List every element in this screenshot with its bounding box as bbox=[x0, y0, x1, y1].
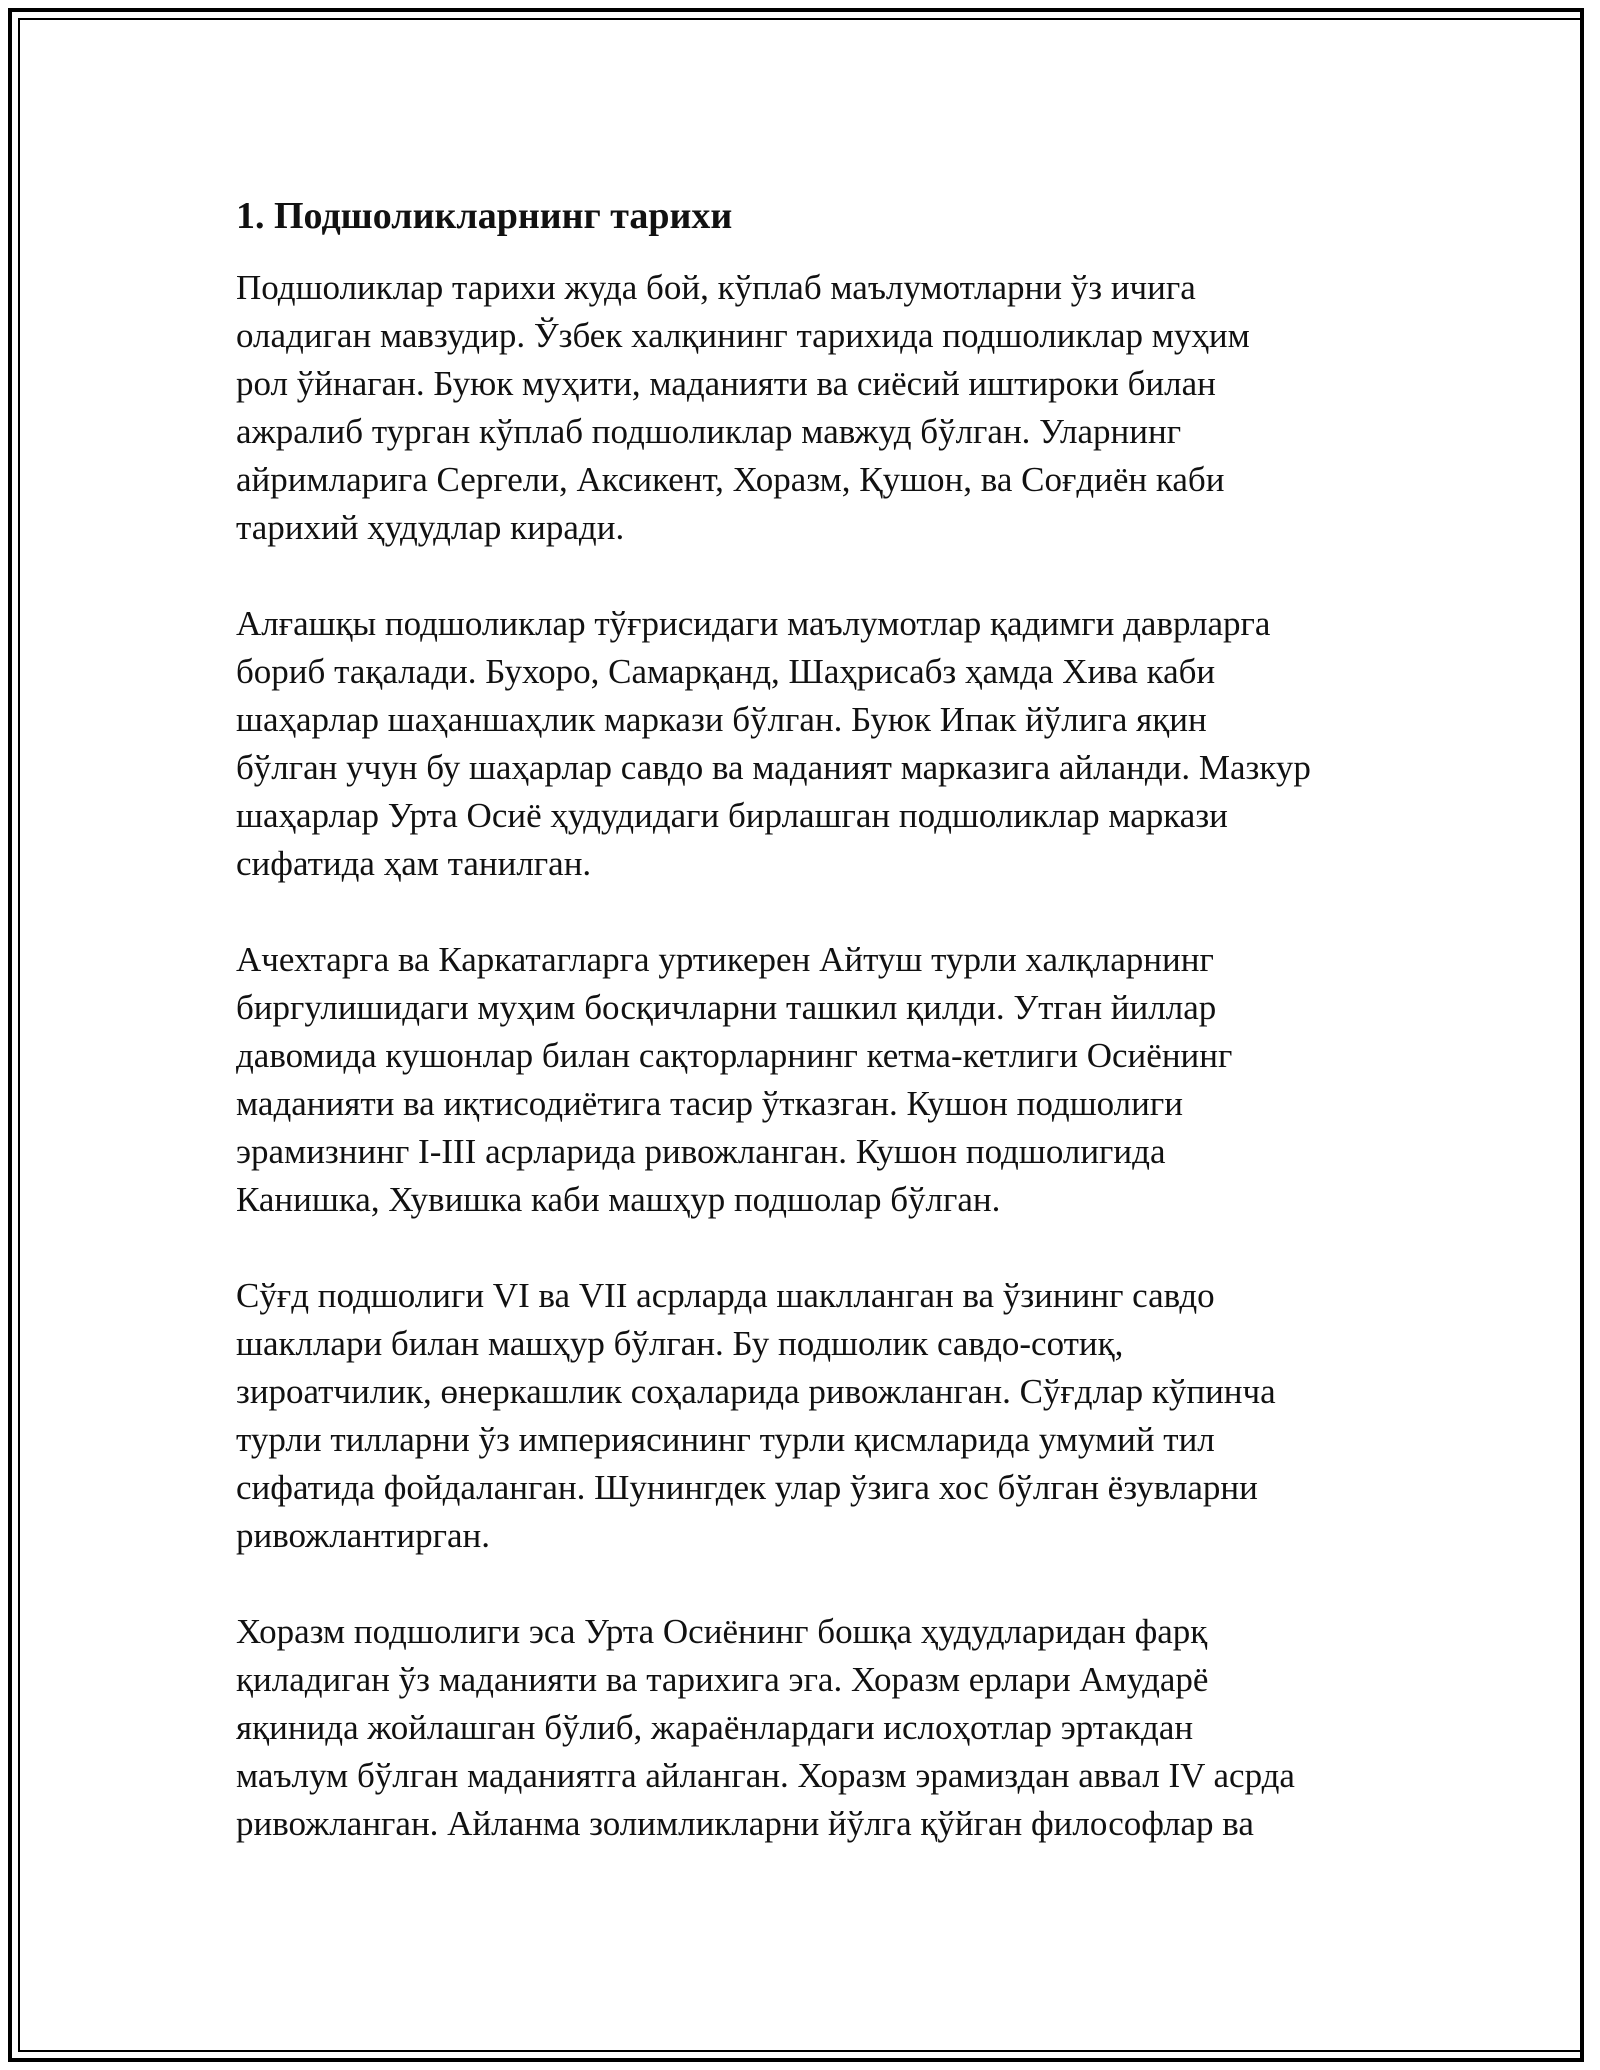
text-line: тарихий ҳудудлар киради. bbox=[236, 508, 625, 547]
text-line: Хоразм подшолиги эса Урта Осиёнинг бошқа ҳудудларидан фарқ bbox=[236, 1612, 1208, 1651]
text-line: давомида кушонлар билан сақторларнинг кетма-кетлиги Осиёнинг bbox=[236, 1036, 1233, 1075]
text-line: Сўғд подшолиги VI ва VII асрларда шаклланган ва ўзининг савдо bbox=[236, 1276, 1215, 1315]
text-line: Подшоликлар тарихи жуда бой, кўплаб маълумотларни ўз ичига bbox=[236, 268, 1196, 307]
text-line: шакллари билан машҳур бўлган. Бу подшолик савдо-сотиқ, bbox=[236, 1324, 1124, 1363]
text-line: зироатчилик, өнеркашлик соҳаларида ривожланган. Сўғдлар кўпинча bbox=[236, 1372, 1276, 1411]
text-line: бориб тақалади. Бухоро, Самарқанд, Шаҳрисабз ҳамда Хива каби bbox=[236, 652, 1216, 691]
text-line: рол ўйнаган. Буюк муҳити, маданияти ва сиёсий иштироки билан bbox=[236, 364, 1216, 403]
text-line: шаҳарлар шаҳаншаҳлик маркази бўлган. Буюк Ипак йўлига яқин bbox=[236, 700, 1207, 739]
text-line: турли тилларни ўз империясининг турли қисмларида умумий тил bbox=[236, 1420, 1215, 1459]
section-title: 1. Подшоликларнинг тарихи bbox=[236, 195, 733, 237]
text-line: маданияти ва иқтисодиётига тасир ўтказган. Кушон подшолиги bbox=[236, 1084, 1183, 1123]
paragraph-3 bbox=[236, 936, 1436, 1224]
text-line: ривожлантирган. bbox=[236, 1516, 490, 1555]
text-line: сифатида фойдаланган. Шунингдек улар ўзига хос бўлган ёзувларни bbox=[236, 1468, 1258, 1507]
text-line: маълум бўлган маданиятга айланган. Хоразм эрамиздан аввал IV асрда bbox=[236, 1756, 1295, 1795]
text-line: Алғашқы подшоликлар тўғрисидаги маълумотлар қадимги даврларга bbox=[236, 604, 1271, 643]
text-line: шаҳарлар Урта Осиё ҳудудидаги бирлашган подшоликлар маркази bbox=[236, 796, 1228, 835]
text-line: айримларига Сергели, Аксикент, Хоразм, Қушон, ва Соғдиён каби bbox=[236, 460, 1225, 499]
paragraph-4 bbox=[236, 1272, 1436, 1560]
paragraph-1 bbox=[236, 264, 1436, 552]
text-line: Ачехтарга ва Каркатагларга уртикерен Айтуш турли халқларнинг bbox=[236, 940, 1214, 979]
text-line: сифатида ҳам танилган. bbox=[236, 844, 592, 883]
text-line: ривожланган. Айланма золимликларни йўлга қўйган философлар ва bbox=[236, 1804, 1254, 1843]
paragraph-2 bbox=[236, 600, 1436, 888]
text-line: ажралиб турган кўплаб подшоликлар мавжуд бўлган. Уларнинг bbox=[236, 412, 1182, 451]
text-line: эрамизнинг I-III асрларида ривожланган. Кушон подшолигида bbox=[236, 1132, 1166, 1171]
text-line: Канишка, Хувишка каби машҳур подшолар бўлган. bbox=[236, 1180, 1001, 1219]
text-line: яқинида жойлашган бўлиб, жараёнлардаги ислоҳотлар эртакдан bbox=[236, 1708, 1194, 1747]
text-line: қиладиган ўз маданияти ва тарихига эга. Хоразм ерлари Амударё bbox=[236, 1660, 1209, 1699]
paragraph-5 bbox=[236, 1608, 1436, 1848]
text-line: оладиган мавзудир. Ўзбек халқининг тарихида подшоликлар муҳим bbox=[236, 316, 1250, 355]
text-line: бўлган учун бу шаҳарлар савдо ва маданият марказига айланди. Мазкур bbox=[236, 748, 1311, 787]
document-body bbox=[236, 186, 1436, 1848]
text-line: биргулишидаги муҳим босқичларни ташкил қилди. Утган йиллар bbox=[236, 988, 1217, 1027]
